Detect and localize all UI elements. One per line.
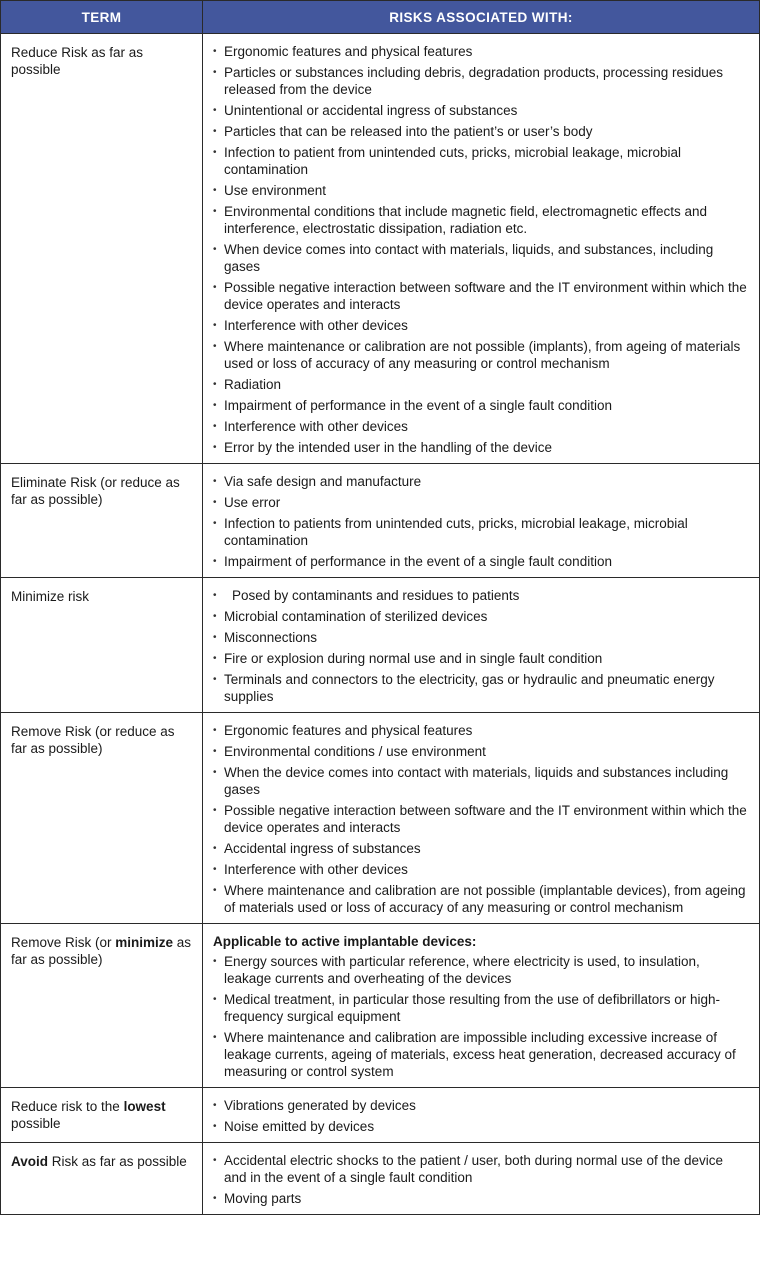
term-text-tail: as far as possible) (11, 935, 192, 967)
risk-list (213, 587, 749, 705)
table-row (1, 34, 760, 464)
term-cell (1, 924, 203, 1088)
term-cell (1, 1143, 203, 1215)
risk-list (213, 1097, 749, 1135)
risk-list (213, 1152, 749, 1207)
risk-item (213, 650, 749, 667)
risk-item (213, 515, 749, 549)
risk-item-text: Where maintenance or calibration are not possible (implants), from ageing of materials used or loss of accuracy of any measuring or control mechanism (224, 339, 741, 371)
risk-item (213, 629, 749, 646)
risk-item-text: Microbial contamination of sterilized devices (224, 609, 488, 624)
risk-item (213, 764, 749, 798)
risk-item (213, 102, 749, 119)
risk-item-text: Accidental ingress of substances (224, 841, 421, 856)
risk-item (213, 991, 749, 1025)
risk-item (213, 1097, 749, 1114)
risk-item-text: Environmental conditions that include magnetic field, electromagnetic effects and interference, electrostatic dissipation, radiation etc. (224, 204, 708, 236)
table-row (1, 924, 760, 1088)
term-text: Minimize risk (11, 589, 90, 604)
risk-item (213, 1029, 749, 1080)
risk-item (213, 123, 749, 140)
risk-item-text: Interference with other devices (224, 318, 408, 333)
term-cell (1, 464, 203, 578)
risk-item-text: Medical treatment, in particular those resulting from the use of defibrillators or high-frequency surgical equipment (224, 992, 720, 1024)
risk-group-heading: Applicable to active implantable devices: (213, 934, 477, 949)
term-text: Eliminate Risk (or reduce as far as possible) (11, 475, 180, 507)
risk-item-text: Radiation (224, 377, 282, 392)
risk-list (213, 722, 749, 916)
table-row (1, 464, 760, 578)
term-emphasis: minimize (115, 935, 174, 950)
table-row (1, 1143, 760, 1215)
risk-item (213, 587, 749, 604)
term-text-tail: Risk as far as possible (48, 1154, 187, 1169)
risk-item-text: Posed by contaminants and residues to patients (232, 588, 520, 603)
risk-item (213, 376, 749, 393)
risk-item (213, 64, 749, 98)
term-emphasis: lowest (123, 1099, 166, 1114)
risk-item (213, 840, 749, 857)
risk-item (213, 397, 749, 414)
risk-item-text: Where maintenance and calibration are impossible including excessive increase of leakage currents, ageing of materials, excess heat generation, decreased accuracy of measuring or control system (224, 1030, 736, 1079)
table-body (1, 34, 760, 1215)
risk-item-text: Misconnections (224, 630, 318, 645)
risk-item-text: Environmental conditions / use environment (224, 744, 486, 759)
risk-item-text: Vibrations generated by devices (224, 1098, 416, 1113)
risk-item-text: Via safe design and manufacture (224, 474, 422, 489)
risks-cell (203, 1088, 760, 1143)
risk-item-text: Unintentional or accidental ingress of substances (224, 103, 518, 118)
risk-item (213, 182, 749, 199)
risks-cell (203, 464, 760, 578)
risk-item-text: Possible negative interaction between software and the IT environment within which the device operates and interacts (224, 803, 747, 835)
risk-item (213, 317, 749, 334)
risk-item-text: Where maintenance and calibration are not possible (implantable devices), from ageing of materials used or loss of accuracy of any measuring or control mechanism (224, 883, 746, 915)
term-cell (1, 34, 203, 464)
risk-item (213, 144, 749, 178)
risk-item-text: When the device comes into contact with materials, liquids and substances including gases (224, 765, 729, 797)
term-column-header: TERM (1, 1, 203, 34)
table-row (1, 713, 760, 924)
term-text-tail: possible (11, 1116, 61, 1131)
table-row (1, 1088, 760, 1143)
risk-item (213, 494, 749, 511)
risk-item-text: Error by the intended user in the handling of the device (224, 440, 552, 455)
risk-item-text: When device comes into contact with materials, liquids, and substances, including gases (224, 242, 714, 274)
risk-item-text: Energy sources with particular reference, where electricity is used, to insulation, leakage currents and overheating of the devices (224, 954, 700, 986)
risk-item-text: Interference with other devices (224, 862, 408, 877)
risk-item (213, 1152, 749, 1186)
risk-item (213, 802, 749, 836)
risk-item (213, 671, 749, 705)
risk-item-text: Accidental electric shocks to the patient / user, both during normal use of the device and in the event of a single fault condition (224, 1153, 724, 1185)
header-row (1, 1, 760, 34)
risks-cell (203, 1143, 760, 1215)
term-text: Remove Risk (or (11, 935, 116, 950)
risk-item-text: Interference with other devices (224, 419, 408, 434)
risks-column-header: RISKS ASSOCIATED WITH: (203, 1, 760, 34)
term-cell (1, 713, 203, 924)
risk-item-text: Moving parts (224, 1191, 302, 1206)
term-cell (1, 578, 203, 713)
risk-item-text: Terminals and connectors to the electricity, gas or hydraulic and pneumatic energy supplies (224, 672, 715, 704)
risk-item-text: Possible negative interaction between software and the IT environment within which the device operates and interacts (224, 280, 747, 312)
risk-item (213, 1118, 749, 1135)
risk-item (213, 439, 749, 456)
term-text: Remove Risk (or reduce as far as possible) (11, 724, 175, 756)
table-header (1, 1, 760, 34)
risk-item (213, 882, 749, 916)
risk-item (213, 743, 749, 760)
term-text: Reduce Risk as far as possible (11, 45, 144, 77)
risk-item-text: Particles or substances including debris, degradation products, processing residues released from the device (224, 65, 724, 97)
risks-cell (203, 578, 760, 713)
risk-item (213, 553, 749, 570)
risk-item (213, 861, 749, 878)
risks-cell (203, 34, 760, 464)
risk-item (213, 241, 749, 275)
risks-cell (203, 924, 760, 1088)
risk-list (213, 953, 749, 1080)
term-text: Reduce risk to the (11, 1099, 124, 1114)
risk-item (213, 338, 749, 372)
term-emphasis: Avoid (11, 1154, 48, 1169)
risk-item (213, 203, 749, 237)
risk-item-text: Impairment of performance in the event of a single fault condition (224, 398, 612, 413)
risk-item-text: Use environment (224, 183, 327, 198)
risk-item (213, 418, 749, 435)
risk-item (213, 608, 749, 625)
risk-item (213, 722, 749, 739)
term-cell (1, 1088, 203, 1143)
risk-list (213, 473, 749, 570)
risk-item-text: Ergonomic features and physical features (224, 44, 473, 59)
risk-item (213, 279, 749, 313)
risks-cell (203, 713, 760, 924)
risk-item-text: Impairment of performance in the event of a single fault condition (224, 554, 612, 569)
risk-item-text: Use error (224, 495, 281, 510)
risk-item-text: Particles that can be released into the patient’s or user’s body (224, 124, 593, 139)
table-row (1, 578, 760, 713)
risk-item-text: Fire or explosion during normal use and in single fault condition (224, 651, 603, 666)
risk-item-text: Ergonomic features and physical features (224, 723, 473, 738)
risk-item (213, 43, 749, 60)
risk-item-text: Infection to patients from unintended cuts, pricks, microbial leakage, microbial contamination (224, 516, 688, 548)
risk-list (213, 43, 749, 456)
risk-item-text: Infection to patient from unintended cuts, pricks, microbial leakage, microbial contamination (224, 145, 681, 177)
risk-item (213, 953, 749, 987)
risk-item (213, 473, 749, 490)
risk-item-text: Noise emitted by devices (224, 1119, 375, 1134)
risk-item (213, 1190, 749, 1207)
